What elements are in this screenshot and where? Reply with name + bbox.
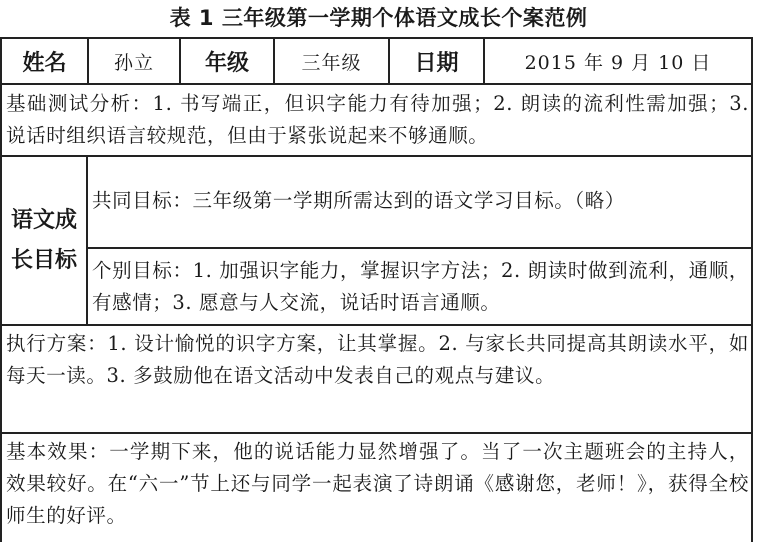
- plan-text: 执行方案：1. 设计愉悦的识字方案，让其掌握。2. 与家长共同提高其朗读水平，如每天一读。3. 多鼓励他在语文活动中发表自己的观点与建议。: [6, 332, 749, 387]
- effect-row: [2, 434, 751, 544]
- common-goal-cell: [88, 157, 751, 249]
- common-goal-text: 共同目标：三年级第一学期所需达到的语文学习目标。（略）: [92, 189, 625, 212]
- header-row: [2, 39, 751, 85]
- name-label: 姓名: [2, 39, 89, 83]
- goals-label: [2, 157, 88, 324]
- name-value: 孙立: [89, 39, 181, 83]
- table-title: 表 1 三年级第一学期个体语文成长个案范例: [169, 6, 588, 30]
- date-value: 2015 年 9 月 10 日: [524, 51, 712, 74]
- analysis-row: [2, 85, 751, 157]
- grade-label: 年级: [181, 39, 275, 83]
- analysis-text: 基础测试分析：1. 书写端正，但识字能力有待加强；2. 朗读的流利性需加强；3. 说话时组织语言较规范，但由于紧张说起来不够通顺。: [6, 92, 749, 147]
- effect-text: 基本效果：一学期下来，他的说话能力显然增强了。当了一次主题班会的主持人，效果较好。在“六一”节上还与同学一起表演了诗朗诵《感谢您，老师！》，获得全校师生的好评。: [6, 440, 749, 527]
- goals-label-line2: 长目标: [10, 247, 77, 273]
- individual-goal-cell: [88, 249, 751, 324]
- individual-goal-text: 个别目标：1. 加强识字能力，掌握识字方法；2. 朗读时做到流利，通顺，有感情；3. 愿意与人交流，说话时语言通顺。: [92, 259, 749, 314]
- plan-row: [2, 326, 751, 434]
- case-table: [0, 37, 753, 542]
- goals-label-line1: 语文成: [10, 207, 77, 233]
- grade-value: 三年级: [275, 39, 390, 83]
- goals-row: [2, 157, 751, 326]
- date-label: 日期: [390, 39, 485, 83]
